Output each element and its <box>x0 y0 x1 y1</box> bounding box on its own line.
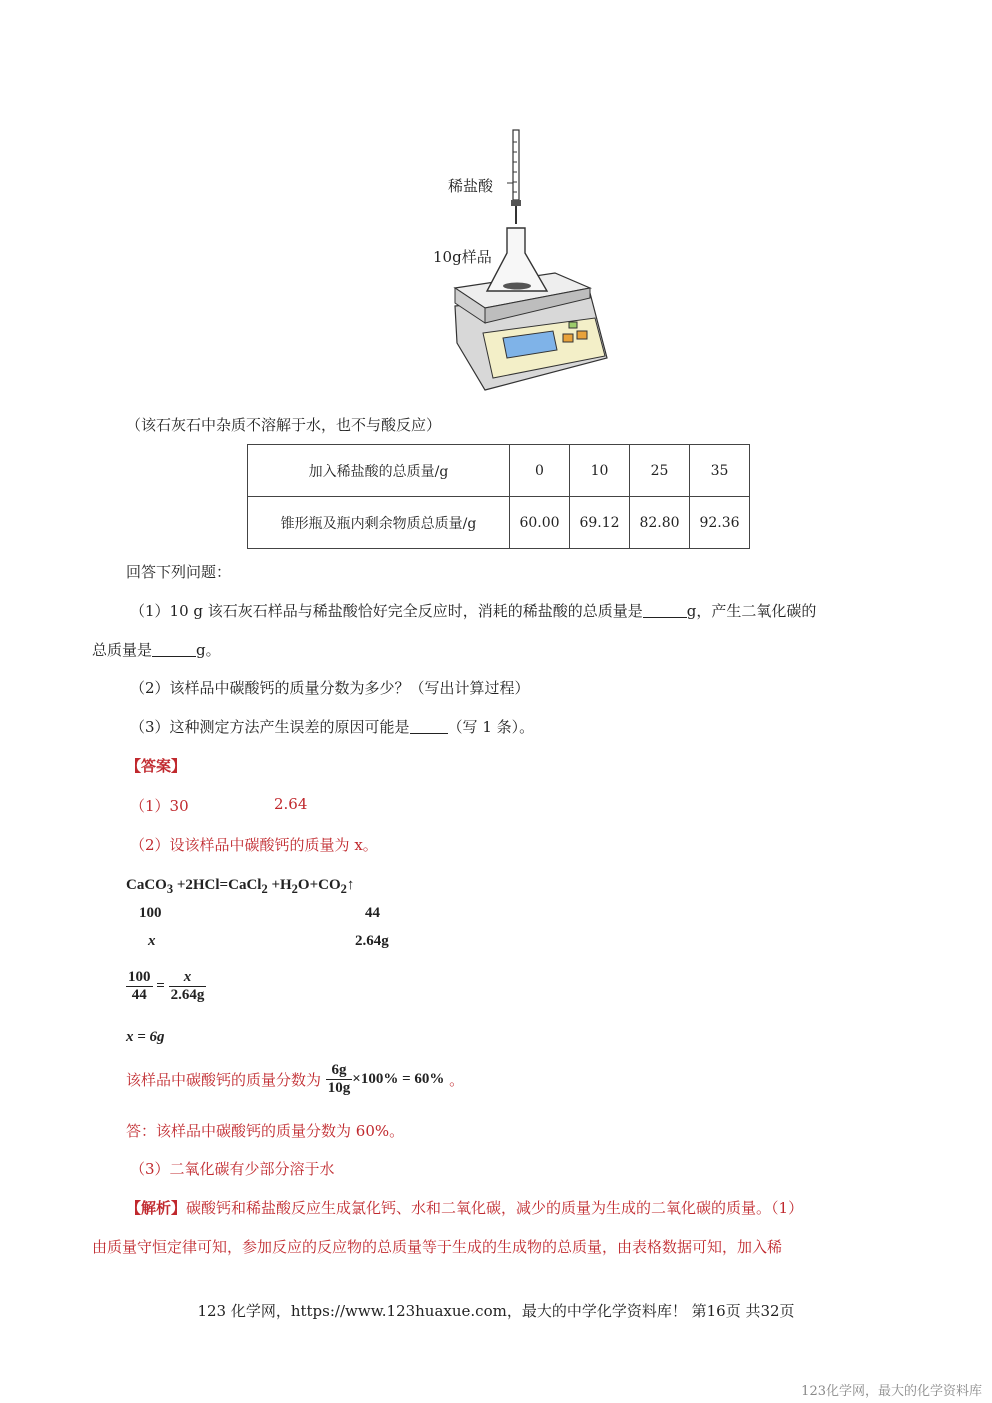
table-row <box>248 445 750 497</box>
equals-sign: = <box>156 977 165 994</box>
question-intro: 回答下列问题： <box>126 563 232 581</box>
eq-sub: 2 <box>340 882 347 896</box>
row-header: 锥形瓶及瓶内剩余物质总质量/g <box>248 497 510 549</box>
q3-text-a: （3）这种测定方法产生误差的原因可能是 <box>130 718 410 736</box>
q1-text-d: g。 <box>196 641 221 659</box>
q3-text-b: （写 1 条）。 <box>447 718 535 736</box>
denominator: 10g <box>327 1080 351 1096</box>
var-left: x <box>148 933 156 949</box>
analysis-line-2: 由质量守恒定律可知，参加反应的反应物的总质量等于生成的生成物的总质量，由表格数据可知，加入稀 <box>92 1238 783 1256</box>
sample-label: 10g样品 <box>433 248 492 266</box>
eq-part: +H <box>267 877 292 893</box>
percentage-end: 。 <box>444 1071 465 1089</box>
eq-sub: 2 <box>291 882 298 896</box>
numerator: 100 <box>128 969 151 985</box>
analysis-line-1 <box>126 1197 803 1218</box>
percentage-text: 该样品中碳酸钙的质量分数为 <box>126 1071 322 1089</box>
fraction <box>169 969 207 1004</box>
percentage-fraction <box>326 1062 353 1097</box>
apparatus-figure <box>433 128 615 393</box>
eq-part: O+CO <box>297 877 341 893</box>
proportion <box>126 969 206 1004</box>
percentage-formula: ×100% = 60% <box>352 1071 445 1087</box>
question-1-cont <box>92 639 221 660</box>
table-cell: 60.00 <box>510 497 570 549</box>
answer-2-intro: （2）设该样品中碳酸钙的质量为 x。 <box>130 836 378 854</box>
q1-text-a: （1）10 g 该石灰石样品与稀盐酸恰好完全反应时，消耗的稀盐酸的总质量是 <box>130 602 643 620</box>
question-3 <box>130 716 534 737</box>
table-cell: 69.12 <box>570 497 630 549</box>
denominator: 44 <box>131 987 147 1003</box>
analysis-heading: 【解析】 <box>126 1199 187 1217</box>
table-cell: 10 <box>570 445 630 497</box>
q1-text-c: 总质量是 <box>92 641 153 659</box>
answer-blank <box>643 602 687 618</box>
numerator: x <box>169 969 207 987</box>
eq-part: +2HCl=CaCl <box>173 877 262 893</box>
table-row <box>248 497 750 549</box>
chemical-equation <box>126 877 354 897</box>
var-right: 2.64g <box>355 933 389 949</box>
data-table <box>247 444 750 549</box>
eq-sub: 2 <box>261 882 268 896</box>
gas-arrow-icon: ↑ <box>346 877 355 893</box>
answer-3: （3）二氧化碳有少部分溶于水 <box>130 1160 335 1178</box>
denominator: 2.64g <box>170 987 205 1003</box>
answer-blank <box>152 641 196 657</box>
eq-part: CaCO <box>126 877 167 893</box>
table-cell: 0 <box>510 445 570 497</box>
answer-1: （1）30 <box>130 797 189 815</box>
answer-blank <box>410 718 448 734</box>
question-1 <box>130 600 816 621</box>
q1-text-b: g，产生二氧化碳的 <box>686 602 817 620</box>
row-header: 加入稀盐酸的总质量/g <box>248 445 510 497</box>
answer-1-value2: 2.64 <box>274 795 308 813</box>
impurity-note: （该石灰石中杂质不溶解于水，也不与酸反应） <box>126 416 442 434</box>
answer-heading: 【答案】 <box>126 757 187 775</box>
table-cell: 82.80 <box>630 497 690 549</box>
percentage-line <box>126 1062 464 1097</box>
numerator: 6g <box>326 1062 353 1080</box>
conclusion: 答：该样品中碳酸钙的质量分数为 60%。 <box>126 1122 405 1140</box>
analysis-text-1: 碳酸钙和稀盐酸反应生成氯化钙、水和二氧化碳，减少的质量为生成的二氧化碳的质量。（1） <box>186 1199 804 1217</box>
table-cell: 35 <box>690 445 750 497</box>
x-result: x = 6g <box>126 1029 165 1045</box>
mass-left: 100 <box>139 905 162 921</box>
mass-right: 44 <box>365 905 380 921</box>
table-cell: 92.36 <box>690 497 750 549</box>
acid-label: 稀盐酸 <box>448 177 494 195</box>
watermark: 123化学网，最大的化学资料库 <box>801 1384 982 1399</box>
page-footer: 123 化学网，https://www.123huaxue.com，最大的中学化学资料库！ 第16页 共32页 <box>197 1302 795 1320</box>
eq-sub: 3 <box>166 882 174 896</box>
fraction <box>126 969 153 1004</box>
table-cell: 25 <box>630 445 690 497</box>
question-2: （2）该样品中碳酸钙的质量分数为多少？（写出计算过程） <box>130 679 530 697</box>
